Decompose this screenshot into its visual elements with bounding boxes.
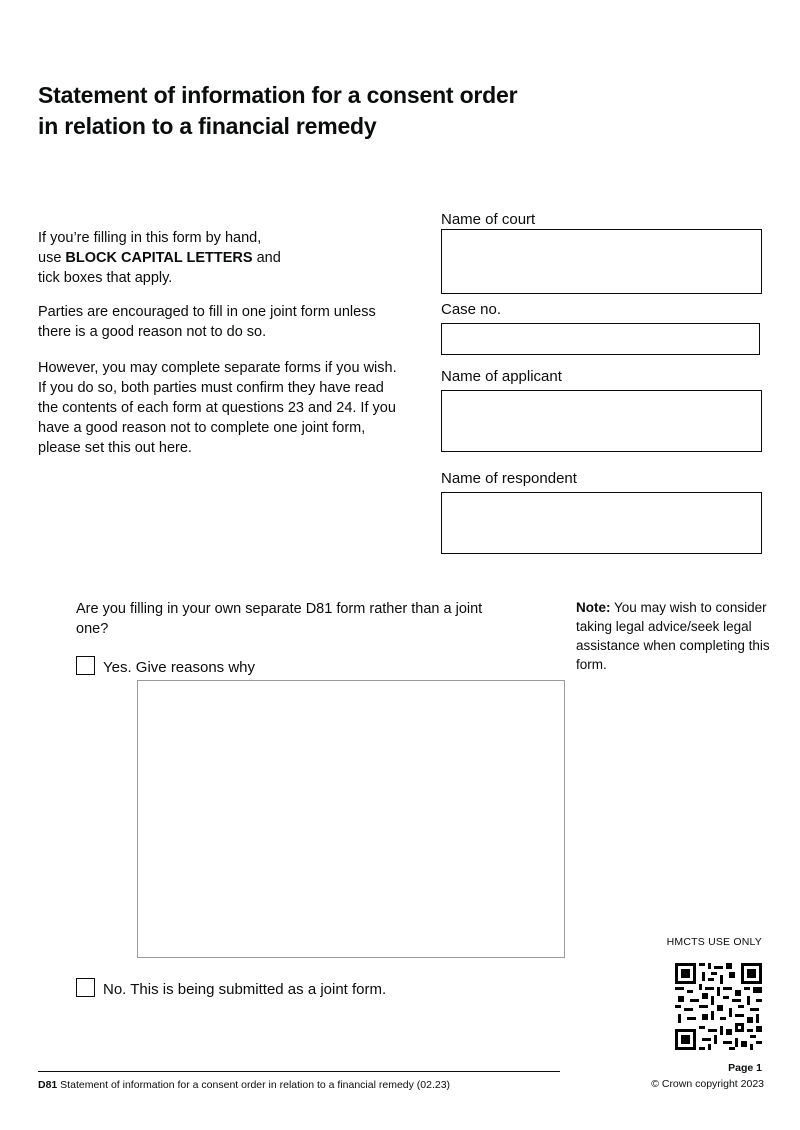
title-line-2: in relation to a financial remedy <box>38 113 377 139</box>
no-option-label: No. This is being submitted as a joint form. <box>103 981 387 998</box>
separate-form-question: Are you filling in your own separate D81 form rather than a joint one? <box>76 601 483 637</box>
applicant-name-field[interactable] <box>441 390 762 452</box>
page-title <box>38 80 598 142</box>
instructions-separate-forms: However, you may complete separate forms if you wish. If you do so, both parties must confirm they have read the contents of each form at questions 23 and 24. If you have a good reason not to complete one joint form, please set this out here. <box>38 360 397 456</box>
form-code: D81 <box>38 1079 58 1091</box>
page-number: Page 1 <box>728 1062 762 1074</box>
yes-option-label: Yes. Give reasons why <box>103 659 256 676</box>
hmcts-use-only-label: HMCTS USE ONLY <box>666 936 762 948</box>
footer-form-title: D81 Statement of information for a consent order in relation to a financial remedy (02.23) <box>38 1079 451 1091</box>
reasons-textarea[interactable] <box>137 680 565 958</box>
block-capitals-emphasis: BLOCK CAPITAL LETTERS <box>65 250 253 266</box>
qr-code-icon <box>675 963 762 1050</box>
instructions-hand <box>38 228 408 288</box>
crown-copyright: © Crown copyright 2023 <box>651 1078 764 1090</box>
respondent-name-label: Name of respondent <box>441 470 577 487</box>
respondent-name-field[interactable] <box>441 492 762 554</box>
footer-divider <box>38 1071 560 1072</box>
legal-advice-note: Note: You may wish to consider taking legal advice/seek legal assistance when completing this form. <box>576 600 770 672</box>
court-name-label: Name of court <box>441 211 536 228</box>
applicant-name-label: Name of applicant <box>441 368 562 385</box>
case-number-label: Case no. <box>441 301 502 318</box>
case-number-field[interactable] <box>441 323 760 355</box>
instructions-line-1: If you’re filling in this form by hand, <box>38 230 262 246</box>
no-checkbox[interactable] <box>76 978 95 997</box>
note-label: Note: <box>576 600 611 615</box>
court-name-field[interactable] <box>441 229 762 294</box>
instructions-line-2: use BLOCK CAPITAL LETTERS and <box>38 250 281 266</box>
instructions-joint-form: Parties are encouraged to fill in one joint form unless there is a good reason not to do so. <box>38 304 376 340</box>
instructions-line-3: tick boxes that apply. <box>38 270 173 286</box>
title-line-1: Statement of information for a consent order <box>38 82 518 108</box>
yes-checkbox[interactable] <box>76 656 95 675</box>
